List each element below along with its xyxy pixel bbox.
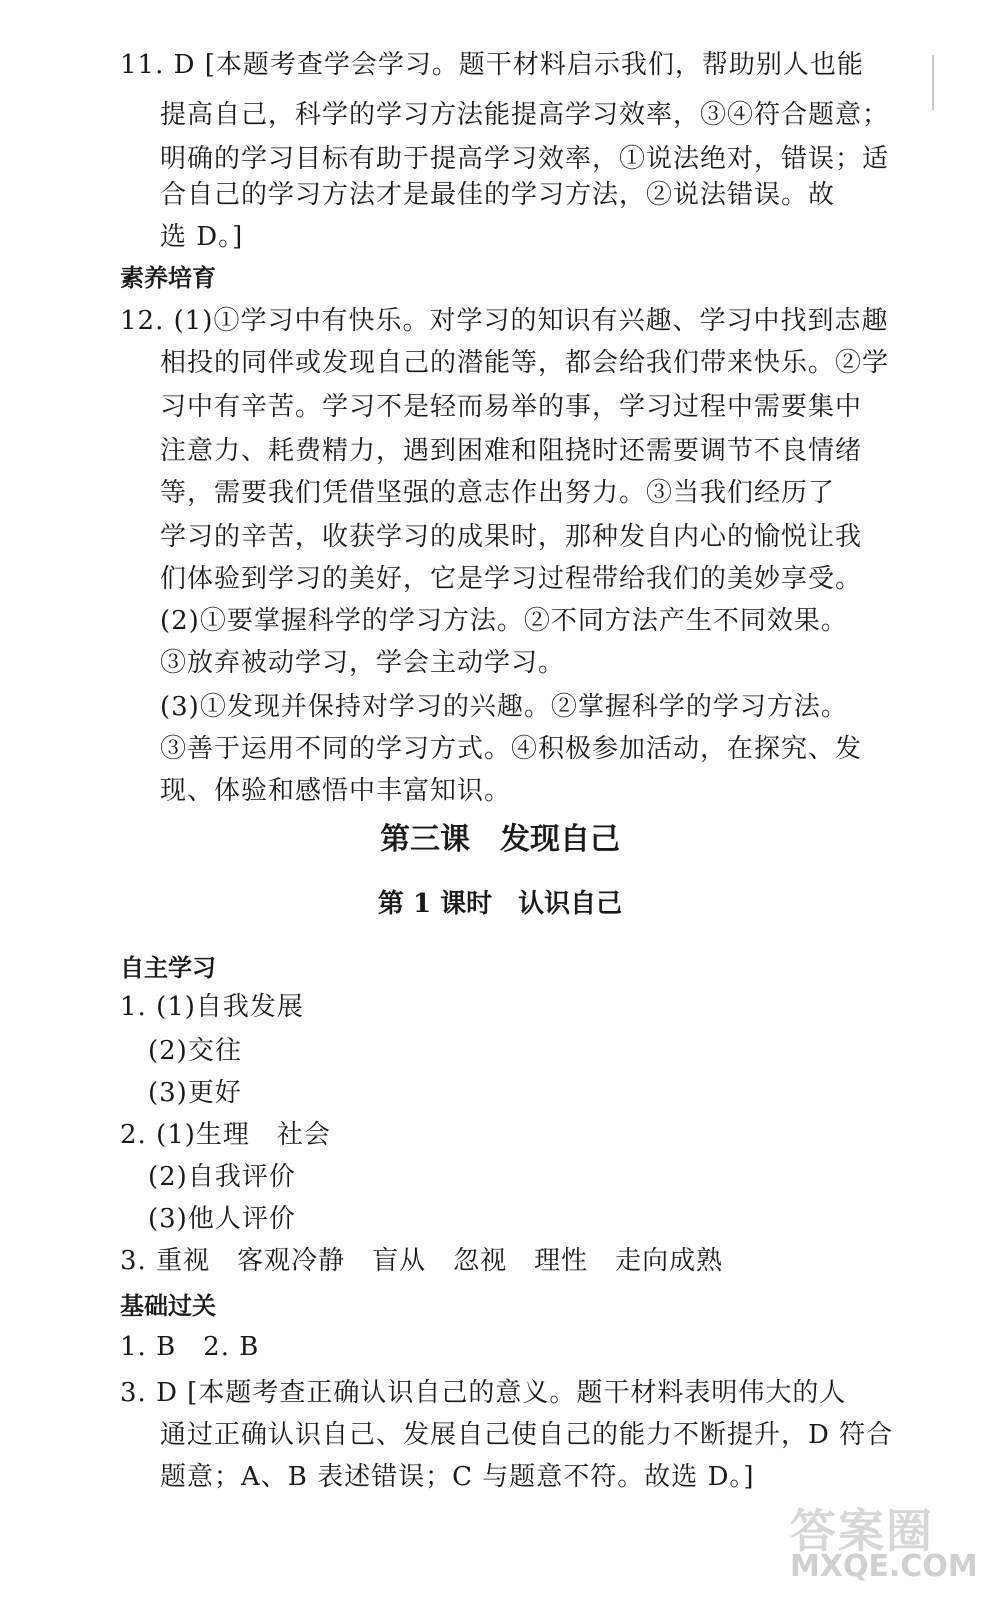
q12-line: 12. (1)①学习中有快乐。对学习的知识有兴趣、学习中找到志趣 — [120, 306, 889, 336]
q12-line: 们体验到学习的美好，它是学习过程带给我们的美妙享受。 — [160, 564, 863, 594]
watermark-text: 答案圈 — [790, 1504, 934, 1558]
q11-line: 合自己的学习方法才是最佳的学习方法，②说法错误。故 — [160, 180, 836, 210]
zizhu-q1-line: 1. (1)自我发展 — [120, 992, 304, 1022]
zizhu-q1-line: (2)交往 — [148, 1036, 242, 1066]
q11-line: 提高自己，科学的学习方法能提高学习效率，③④符合题意； — [160, 100, 890, 130]
zizhu-q3-line: 3. 重视 客观冷静 盲从 忽视 理性 走向成熟 — [120, 1246, 724, 1276]
jichu-q3-line: 3. D [本题考查正确认识自己的意义。题干材料表明伟大的人 — [120, 1378, 847, 1408]
q12-line: 注意力、耗费精力，遇到困难和阻挠时还需要调节不良情绪 — [160, 436, 863, 466]
zizhu-q2-line: 2. (1)生理 社会 — [120, 1120, 331, 1150]
watermark-logo — [790, 1495, 980, 1595]
q12-line: (2)①要掌握科学的学习方法。②不同方法产生不同效果。 — [160, 606, 848, 636]
section-heading-jichu: 基础过关 — [120, 1292, 216, 1320]
period-title: 第 1 课时 认识自己 — [377, 889, 623, 919]
jichu-q3-line: 通过正确认识自己、发展自己使自己的能力不断提升，D 符合 — [160, 1420, 894, 1450]
section-heading-suyang: 素养培育 — [120, 264, 216, 292]
q12-line: (3)①发现并保持对学习的兴趣。②掌握科学的学习方法。 — [160, 692, 848, 722]
jichu-q3-line: 题意；A、B 表述错误；C 与题意不符。故选 D。] — [160, 1462, 755, 1492]
section-heading-zizhu: 自主学习 — [120, 954, 216, 982]
q12-line: 等，需要我们凭借坚强的意志作出努力。③当我们经历了 — [160, 478, 836, 508]
margin-mark — [932, 55, 934, 110]
q11-line: 选 D。] — [160, 222, 244, 252]
jichu-q1-2-line: 1. B 2. B — [120, 1332, 260, 1362]
watermark-url: MXQE.COM — [790, 1549, 978, 1584]
q12-line: ③善于运用不同的学习方式。④积极参加活动，在探究、发 — [160, 734, 863, 764]
q12-line: ③放弃被动学习，学会主动学习。 — [160, 648, 566, 678]
lesson-title: 第三课 发现自己 — [380, 822, 620, 857]
q12-line: 习中有辛苦。学习不是轻而易举的事，学习过程中需要集中 — [160, 392, 863, 422]
q11-line: 11. D [本题考查学会学习。题干材料启示我们，帮助别人也能 — [120, 50, 864, 80]
q12-line: 相投的同伴或发现自己的潜能等，都会给我们带来快乐。②学 — [160, 348, 890, 378]
q11-line: 明确的学习目标有助于提高学习效率，①说法绝对，错误；适 — [160, 144, 890, 174]
zizhu-q2-line: (3)他人评价 — [148, 1204, 296, 1234]
zizhu-q1-line: (3)更好 — [148, 1078, 242, 1108]
q12-line: 学习的辛苦，收获学习的成果时，那种发自内心的愉悦让我 — [160, 522, 863, 552]
zizhu-q2-line: (2)自我评价 — [148, 1162, 296, 1192]
q12-line: 现、体验和感悟中丰富知识。 — [160, 776, 512, 806]
